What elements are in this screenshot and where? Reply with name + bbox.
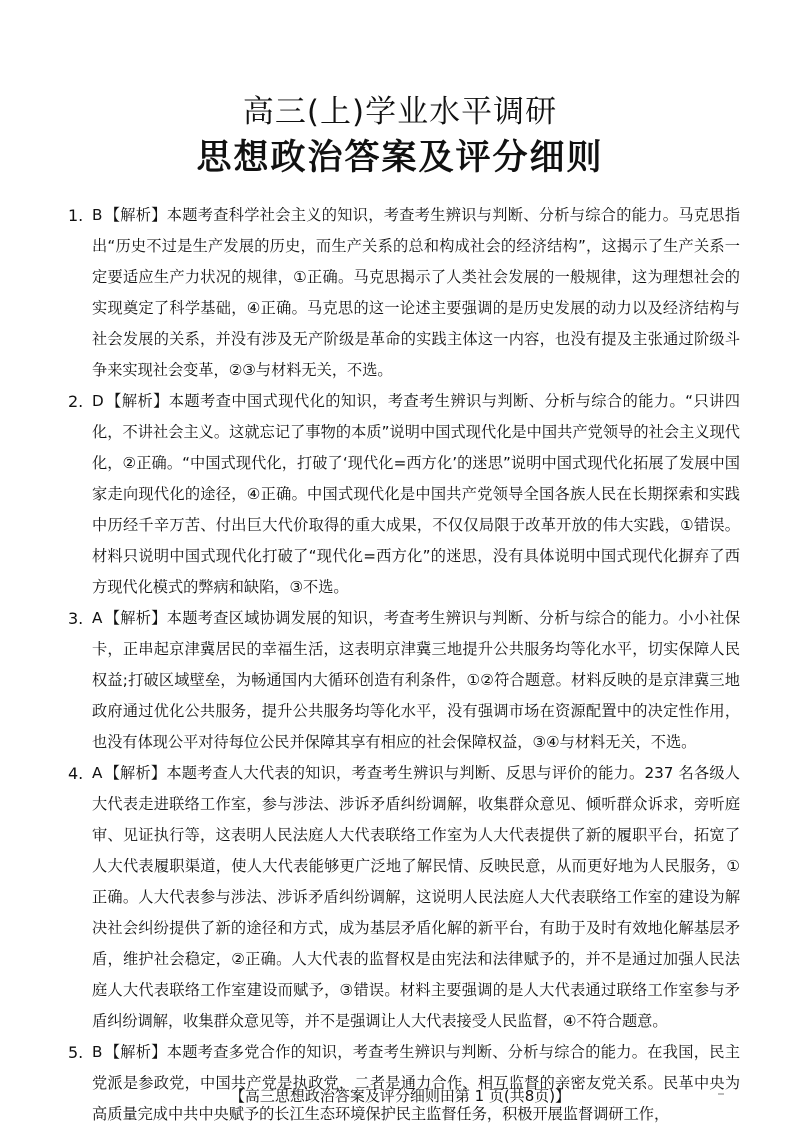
question-4 <box>68 758 740 1037</box>
question-answer: B <box>92 206 103 224</box>
question-number: 4. <box>68 764 84 783</box>
page-title: 高三(上)学业水平调研 <box>242 94 558 130</box>
question-2 <box>68 386 740 603</box>
question-1 <box>68 200 740 386</box>
question-number: 1. <box>68 206 84 225</box>
page-subtitle: 思想政治答案及评分细则 <box>196 138 604 178</box>
question-answer: D <box>92 392 104 410</box>
question-analysis: 【解析】本题考查科学社会主义的知识，考查考生辨识与判断、分析与综合的能力。马克思指出“历史不过是生产发展的历史，而生产关系的总和构成社会的经济结构”，这揭示了生产关系一定要适应生产力状况的规律，①正确。马克思揭示了人类社会发展的一般规律，这为理想社会的实现奠定了科学基础，④正确。马克思的这一论述主要强调的是历史发展的动力以及经济结构与社会发展的关系，并没有涉及无产阶级是革命的实践主体这一内容，也没有提及主张通过阶级斗争来实现社会变革，②③与材料无关，不选。 <box>92 206 740 379</box>
question-answer: A <box>92 609 103 627</box>
question-analysis: 【解析】本题考查人大代表的知识，考查考生辨识与判断、反思与评价的能力。237 名各级人大代表走进联络工作室，参与涉法、涉诉矛盾纠纷调解，收集群众意见、倾听群众诉求，旁听庭审、见证执行等，这表明人民法庭人大代表联络工作室为人大代表提供了新的履职平台，拓宽了人大代表履职渠道，使人大代表能够更广泛地了解民情、反映民意，从而更好地为人民服务，①正确。人大代表参与涉法、涉诉矛盾纠纷调解，这说明人民法庭人大代表联络工作室的建设为解决社会纠纷提供了新的途径和方式，成为基层矛盾化解的新平台，有助于及时有效地化解基层矛盾，维护社会稳定，②正确。人大代表的监督权是由宪法和法律赋予的，并不是通过加强人民法庭人大代表联络工作室建设而赋予，③错误。材料主要强调的是人大代表通过联络工作室参与矛盾纠纷调解，收集群众意见等，并不是强调让人大代表接受人民监督，④不符合题意。 <box>92 764 740 1030</box>
question-5 <box>68 1037 740 1130</box>
question-number: 3. <box>68 609 84 628</box>
question-3 <box>68 603 740 758</box>
question-analysis: 【解析】本题考查多党合作的知识，考查考生辨识与判断、分析与综合的能力。在我国，民主党派是参政党，中国共产党是执政党，二者是通力合作、相互监督的亲密友党关系。民革中央为高质量完成中共中央赋予的长江生态环境保护民主监督任务，积极开展监督调研工作， <box>92 1043 740 1123</box>
scan-mark <box>718 1093 724 1095</box>
answer-list <box>68 200 740 1130</box>
question-number: 5. <box>68 1043 84 1062</box>
question-number: 2. <box>68 392 84 411</box>
question-analysis: 【解析】本题考查区域协调发展的知识，考查考生辨识与判断、分析与综合的能力。小小社保卡，正串起京津冀居民的幸福生活，这表明京津冀三地提升公共服务均等化水平，切实保障人民权益;打破区域壁垒，为畅通国内大循环创造有利条件，①②符合题意。材料反映的是京津冀三地政府通过优化公共服务，提升公共服务均等化水平，没有强调市场在资源配置中的决定性作用，也没有体现公平对待每位公民并保障其享有相应的社会保障权益，③④与材料无关，不选。 <box>92 609 740 751</box>
question-analysis: 【解析】本题考查中国式现代化的知识，考查考生辨识与判断、分析与综合的能力。“只讲四化，不讲社会主义。这就忘记了事物的本质”说明中国式现代化是中国共产党领导的社会主义现代化，②正确。“中国式现代化，打破了‘现代化=西方化’的迷思”说明中国式现代化拓展了发展中国家走向现代化的途径，④正确。中国式现代化是中国共产党领导全国各族人民在长期探索和实践中历经千辛万苦、付出巨大代价取得的重大成果，不仅仅局限于改革开放的伟大实践，①错误。材料只说明中国式现代化打破了“现代化=西方化”的迷思，没有具体说明中国式现代化摒弃了西方现代化模式的弊病和缺陷，③不选。 <box>92 392 740 596</box>
page-footer: 【高三思想政治答案及评分细则田第 1 页(共8页)】 <box>229 1087 571 1105</box>
question-answer: B <box>92 1043 103 1061</box>
question-answer: A <box>92 764 103 782</box>
